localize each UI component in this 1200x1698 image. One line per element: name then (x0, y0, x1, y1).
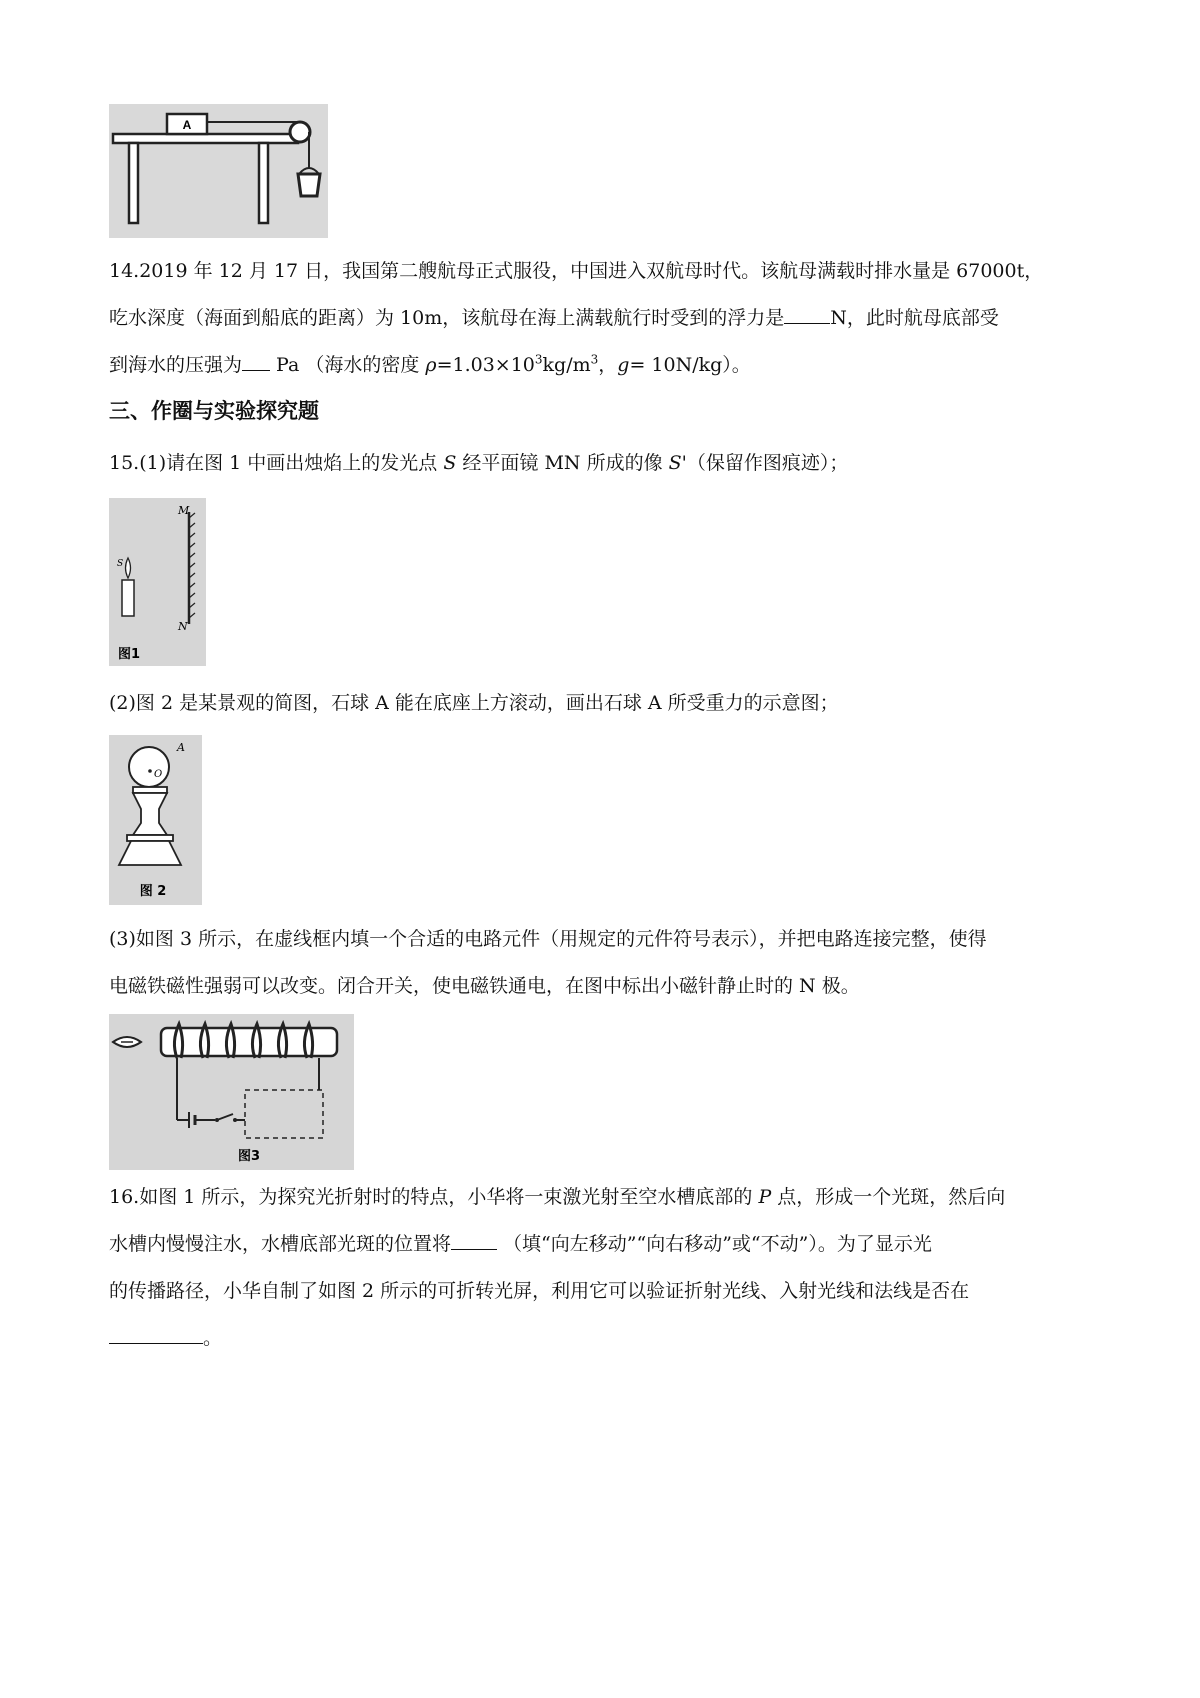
q14-line-1: 14.2019 年 12 月 17 日，我国第二艘航母正式服役，中国进入双航母时代。该航母满载时排水量是 67000t， (109, 260, 1044, 282)
density-unit: kg/m (542, 354, 591, 376)
question-14 (109, 248, 1099, 389)
q16-line-4-end: 。 (203, 1327, 223, 1349)
figure-1-candle-mirror (109, 498, 206, 666)
same-plane-answer-blank[interactable] (109, 1321, 203, 1344)
figure-3-caption: 图3 (237, 1149, 261, 1164)
g-value: = 10N/kg）。 (629, 354, 751, 376)
q16-line-2 (109, 1221, 1099, 1268)
q14-line-3-text: 到海水的压强为 (109, 354, 243, 376)
question-15-part-1 (109, 440, 1099, 487)
q14-line-3-text-b: Pa （海水的密度 (270, 354, 426, 376)
center-o-label: O (154, 769, 163, 780)
q16-line-2-text-a: 水槽内慢慢注水，水槽底部光斑的位置将 (109, 1233, 452, 1255)
ball-a-label: A (177, 741, 185, 754)
image-s-prime: S' (668, 452, 687, 474)
q16-line-1-text-b: 点，形成一个光斑，然后向 (771, 1186, 1006, 1208)
light-point-s-label: S (117, 559, 124, 569)
q15-p2-line: (2)图 2 是某景观的简图，石球 A 能在底座上方滚动，画出石球 A 所受重力的示意图； (109, 692, 839, 714)
g-symbol: g (617, 354, 630, 376)
spot-movement-answer-blank[interactable] (451, 1227, 497, 1250)
point-p: P (758, 1186, 772, 1208)
comma: ， (598, 354, 618, 376)
density-exponent: 3 (534, 352, 543, 367)
density-value: =1.03×10 (436, 354, 535, 376)
pressure-answer-blank[interactable] (242, 348, 270, 371)
q15-p3-line-2: 电磁铁磁性强弱可以改变。闭合开关，使电磁铁通电，在图中标出小磁针静止时的 N 极。 (109, 975, 860, 997)
q16-line-1-text-a: 16.如图 1 所示，为探究光折射时的特点，小华将一束激光射至空水槽底部的 (109, 1186, 759, 1208)
question-16 (109, 1174, 1099, 1362)
section-title: 三、作圈与实验探究题 (109, 399, 319, 423)
point-s: S (443, 452, 457, 474)
table-pulley-figure (109, 104, 328, 238)
q16-line-4 (109, 1315, 1099, 1362)
q15-p1-text-c: （保留作图痕迹）； (686, 452, 849, 474)
unit-exponent: 3 (590, 352, 599, 367)
q15-p1-line (109, 440, 1099, 487)
mirror-n-label: N (178, 620, 188, 633)
q15-p1-text-b: 经平面镜 MN 所成的像 (456, 452, 669, 474)
q16-line-2-text-b: （填“向左移动”“向右移动”或“不动”）。为了显示光 (497, 1233, 932, 1255)
q14-line-2 (109, 295, 1099, 342)
rho-symbol: ρ (425, 354, 437, 376)
buoyancy-answer-blank[interactable] (784, 301, 830, 324)
q15-p1-text-a: 15.(1)请在图 1 中画出烛焰上的发光点 (109, 452, 444, 474)
q16-line-1 (109, 1174, 1099, 1221)
figure-2-stone-ball (109, 735, 202, 905)
q14-line-2-text-b: N，此时航母底部受 (830, 307, 999, 329)
block-a-label: A (182, 118, 192, 132)
mirror-m-label: M (178, 504, 190, 517)
question-15-part-3 (109, 916, 1099, 1010)
figure-1-caption: 图1 (117, 647, 141, 662)
q15-p3-line-1: (3)如图 3 所示，在虚线框内填一个合适的电路元件（用规定的元件符号表示），并把电路连接完整，使得 (109, 928, 987, 950)
figure-2-caption: 图 2 (139, 884, 167, 899)
q14-line-3 (109, 342, 1099, 389)
figure-3-electromagnet-circuit (109, 1014, 354, 1170)
question-15-part-2 (109, 680, 1099, 727)
q14-line-2-text: 吃水深度（海面到船底的距离）为 10m，该航母在海上满载航行时受到的浮力是 (109, 307, 785, 329)
q16-line-3: 的传播路径，小华自制了如图 2 所示的可折转光屏，利用它可以验证折射光线、入射光线和法线是否在 (109, 1280, 970, 1302)
